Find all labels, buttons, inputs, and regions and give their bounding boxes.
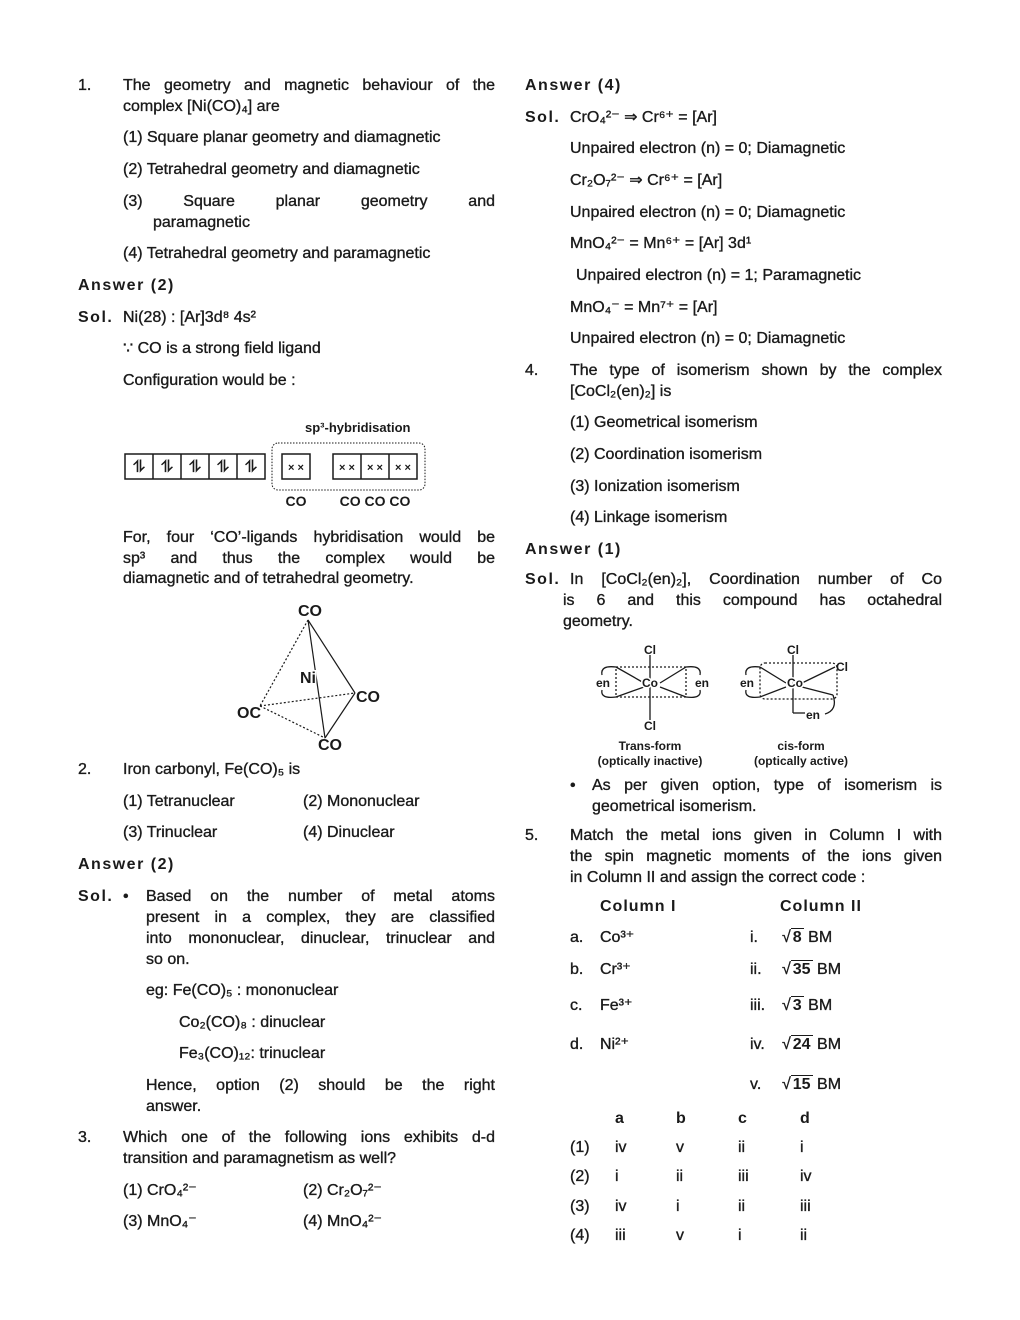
q1-option-2: (2) Tetrahedral geometry and diamagnetic [123, 161, 420, 178]
q1-para: sp³ and thus the complex would be [123, 550, 495, 567]
code-cell: iv [615, 1198, 627, 1215]
q1-text: complex [Ni(CO)₄] are [123, 98, 280, 115]
ion: Ni²⁺ [600, 1036, 629, 1053]
q2-sol-label: Sol. [78, 888, 114, 905]
q1-sol-label: Sol. [78, 309, 114, 326]
column-2-header: Column II [780, 898, 862, 915]
q3-sol-line: Unpaired electron (n) = 1; Paramagnetic [576, 267, 862, 284]
code-cell: i [615, 1168, 619, 1185]
q5-text: Match the metal ions given in Column I with [570, 827, 942, 844]
ion-key: d. [570, 1036, 584, 1053]
unit: BM [808, 997, 833, 1014]
bullet: • [123, 888, 129, 905]
q2-sol-line: present in a complex, they are classified [146, 909, 495, 926]
code-header: b [676, 1110, 686, 1127]
q2-option-2: (2) Mononuclear [303, 793, 420, 810]
q2-conclusion: Hence, option (2) should be the right [146, 1077, 495, 1094]
q3-option-3: (3) MnO₄⁻ [123, 1213, 197, 1230]
sqrt-icon: √ [782, 997, 791, 1014]
co-label: Co [787, 676, 803, 690]
en-label: en [806, 708, 821, 722]
moment-key: v. [750, 1076, 762, 1093]
code-cell: ii [738, 1198, 746, 1215]
q4-number: 4. [525, 362, 539, 379]
q4-sol-line: is 6 and this compound has octahedral [563, 592, 942, 609]
code-cell: iv [800, 1168, 812, 1185]
q2-sol-line: into mononuclear, dinuclear, trinuclear and [146, 930, 495, 947]
q1-option-4: (4) Tetrahedral geometry and paramagnetic [123, 245, 431, 262]
co-label: Co [642, 676, 658, 690]
code-option-label: (2) [570, 1168, 590, 1185]
co-labels: CO CO CO [339, 493, 411, 509]
code-cell: ii [738, 1139, 746, 1156]
q4-note: As per given option, type of isomerism is [592, 777, 942, 794]
metal-center: Ni [300, 670, 316, 687]
paired-electron-icon: ⥮ [245, 459, 257, 476]
q4-option-1: (1) Geometrical isomerism [570, 414, 758, 431]
ion-key: b. [570, 961, 584, 978]
q3-sol-label: Sol. [525, 109, 561, 126]
moment-value [782, 1075, 841, 1095]
sqrt-icon: √ [782, 929, 791, 946]
ion: Cr³⁺ [600, 961, 631, 978]
sqrt-icon: √ [782, 1036, 791, 1053]
code-option-label: (3) [570, 1198, 590, 1215]
q4-option-2: (2) Coordination isomerism [570, 446, 763, 463]
en-label: en [596, 676, 611, 690]
ligand-electron-pair: × × [395, 462, 411, 474]
q4-sol-line: In [CoCl₂(en)₂], Coordination number of Co [570, 571, 942, 588]
moment-value [782, 960, 841, 980]
cl-label: Cl [644, 643, 656, 657]
q1-sol-line: Ni(28) : [Ar]3d⁸ 4s² [123, 309, 257, 326]
q1-answer: Answer (2) [78, 277, 175, 294]
ion: Co³⁺ [600, 929, 635, 946]
code-cell: v [676, 1139, 684, 1156]
code-cell: i [738, 1227, 742, 1244]
radicand: 8 [792, 929, 802, 946]
q4-answer: Answer (1) [525, 541, 622, 558]
q4-note: geometrical isomerism. [592, 798, 757, 815]
q3-answer: Answer (4) [525, 77, 622, 94]
orbital-diagram [120, 410, 440, 510]
code-cell: ii [800, 1227, 808, 1244]
moment-value [782, 928, 832, 948]
q4-sol-line: geometry. [563, 613, 633, 630]
q5-number: 5. [525, 827, 539, 844]
moment-key: iv. [750, 1036, 765, 1053]
hybridisation-label: sp³-hybridisation [305, 420, 411, 435]
unit: BM [817, 1036, 842, 1053]
paired-electron-icon: ⥮ [161, 459, 173, 476]
q3-sol-line: Unpaired electron (n) = 0; Diamagnetic [570, 330, 846, 347]
paired-electron-icon: ⥮ [217, 459, 229, 476]
code-cell: iii [800, 1198, 811, 1215]
radicand: 15 [792, 1076, 811, 1093]
paired-electron-icon: ⥮ [133, 459, 145, 476]
sqrt-icon: √ [782, 1076, 791, 1093]
unit: BM [817, 961, 842, 978]
ligand-electron-pair: × × [288, 462, 304, 474]
q3-sol-line: Unpaired electron (n) = 0; Diamagnetic [570, 204, 846, 221]
q4-text: [CoCl₂(en)₂] is [570, 383, 672, 400]
moment-key: ii. [750, 961, 762, 978]
q3-sol-line: MnO₄⁻ = Mn⁷⁺ = [Ar] [570, 299, 718, 316]
q2-answer: Answer (2) [78, 856, 175, 873]
moment-key: i. [750, 929, 758, 946]
radicand: 35 [792, 961, 811, 978]
q1-option-3: (3) Square planar geometry and [123, 193, 495, 210]
moment-value [782, 1035, 841, 1055]
q2-sol-line: Based on the number of metal atoms [146, 888, 495, 905]
q1-para: diamagnetic and of tetrahedral geometry. [123, 570, 414, 587]
sqrt-icon: √ [782, 961, 791, 978]
cis-form-label: cis-form [777, 739, 825, 753]
q3-number: 3. [78, 1129, 92, 1146]
ion-key: c. [570, 997, 583, 1014]
isomer-diagram [580, 635, 880, 775]
code-header: a [615, 1110, 624, 1127]
trans-form-label: Trans-form [618, 739, 682, 753]
q4-option-3: (3) Ionization isomerism [570, 478, 740, 495]
tetrahedral-structure [230, 598, 400, 758]
ligand-top: CO [298, 603, 322, 620]
q3-sol-line: CrO₄²⁻ ⇒ Cr⁶⁺ = [Ar] [570, 109, 717, 126]
en-label: en [740, 676, 755, 690]
q2-sol-line: so on. [146, 951, 190, 968]
trans-form-note: (optically inactive) [597, 754, 703, 768]
q5-text: in Column II and assign the correct code : [570, 869, 866, 886]
ligand-right: CO [356, 689, 380, 706]
q2-option-3: (3) Trinuclear [123, 824, 218, 841]
q2-example: Co₂(CO)₈ : dinuclear [179, 1014, 326, 1031]
code-option-label: (1) [570, 1139, 590, 1156]
ligand-left: OC [237, 705, 261, 722]
q3-option-1: (1) CrO₄²⁻ [123, 1182, 197, 1199]
moment-key: iii. [750, 997, 766, 1014]
q4-option-4: (4) Linkage isomerism [570, 509, 728, 526]
q3-sol-line: Cr₂O₇²⁻ ⇒ Cr⁶⁺ = [Ar] [570, 172, 723, 189]
cis-form-note: (optically active) [753, 754, 849, 768]
bullet: • [570, 777, 576, 794]
code-cell: v [676, 1227, 684, 1244]
ligand-bottom: CO [318, 737, 342, 754]
cl-label: Cl [836, 660, 848, 674]
q2-text: Iron carbonyl, Fe(CO)₅ is [123, 761, 301, 778]
code-cell: iii [738, 1168, 749, 1185]
unit: BM [817, 1076, 842, 1093]
q2-number: 2. [78, 761, 92, 778]
column-1-header: Column I [600, 898, 677, 915]
q4-text: The type of isomerism shown by the complex [570, 362, 942, 379]
q2-option-1: (1) Tetranuclear [123, 793, 235, 810]
paired-electron-icon: ⥮ [189, 459, 201, 476]
q5-text: the spin magnetic moments of the ions given [570, 848, 942, 865]
q1-sol-line: Configuration would be : [123, 372, 296, 389]
unit: BM [808, 929, 833, 946]
q3-sol-line: MnO₄²⁻ = Mn⁶⁺ = [Ar] 3d¹ [570, 235, 752, 252]
q2-example: Fe₃(CO)₁₂: trinuclear [179, 1045, 326, 1062]
q1-sol-line: ∵ CO is a strong field ligand [123, 340, 321, 357]
code-header: d [800, 1110, 810, 1127]
q3-option-4: (4) MnO₄²⁻ [303, 1213, 382, 1230]
q1-text: The geometry and magnetic behaviour of the [123, 77, 495, 94]
code-cell: i [676, 1198, 680, 1215]
code-cell: ii [676, 1168, 684, 1185]
code-cell: iv [615, 1139, 627, 1156]
q1-option-1: (1) Square planar geometry and diamagnetic [123, 129, 441, 146]
moment-value [782, 996, 832, 1016]
code-cell: iii [615, 1227, 626, 1244]
q4-sol-label: Sol. [525, 571, 561, 588]
code-header: c [738, 1110, 747, 1127]
code-option-label: (4) [570, 1227, 590, 1244]
ligand-electron-pair: × × [339, 462, 355, 474]
ligand-electron-pair: × × [367, 462, 383, 474]
radicand: 3 [792, 997, 802, 1014]
q2-example: eg: Fe(CO)₅ : mononuclear [146, 982, 339, 999]
q1-para: For, four ‘CO’-ligands hybridisation would be [123, 529, 495, 546]
co-label: CO [285, 493, 307, 509]
q3-text: Which one of the following ions exhibits d-d [123, 1129, 495, 1146]
radicand: 24 [792, 1036, 811, 1053]
q1-option-3-cont: paramagnetic [153, 214, 250, 231]
q2-conclusion: answer. [146, 1098, 202, 1115]
q2-option-4: (4) Dinuclear [303, 824, 395, 841]
ion: Fe³⁺ [600, 997, 633, 1014]
ion-key: a. [570, 929, 584, 946]
q1-number: 1. [78, 77, 92, 94]
q3-text: transition and paramagnetism as well? [123, 1150, 397, 1167]
q3-option-2: (2) Cr₂O₇²⁻ [303, 1182, 382, 1199]
en-label: en [695, 676, 710, 690]
code-cell: i [800, 1139, 804, 1156]
cl-label: Cl [644, 719, 656, 733]
q3-sol-line: Unpaired electron (n) = 0; Diamagnetic [570, 140, 846, 157]
cl-label: Cl [787, 643, 799, 657]
